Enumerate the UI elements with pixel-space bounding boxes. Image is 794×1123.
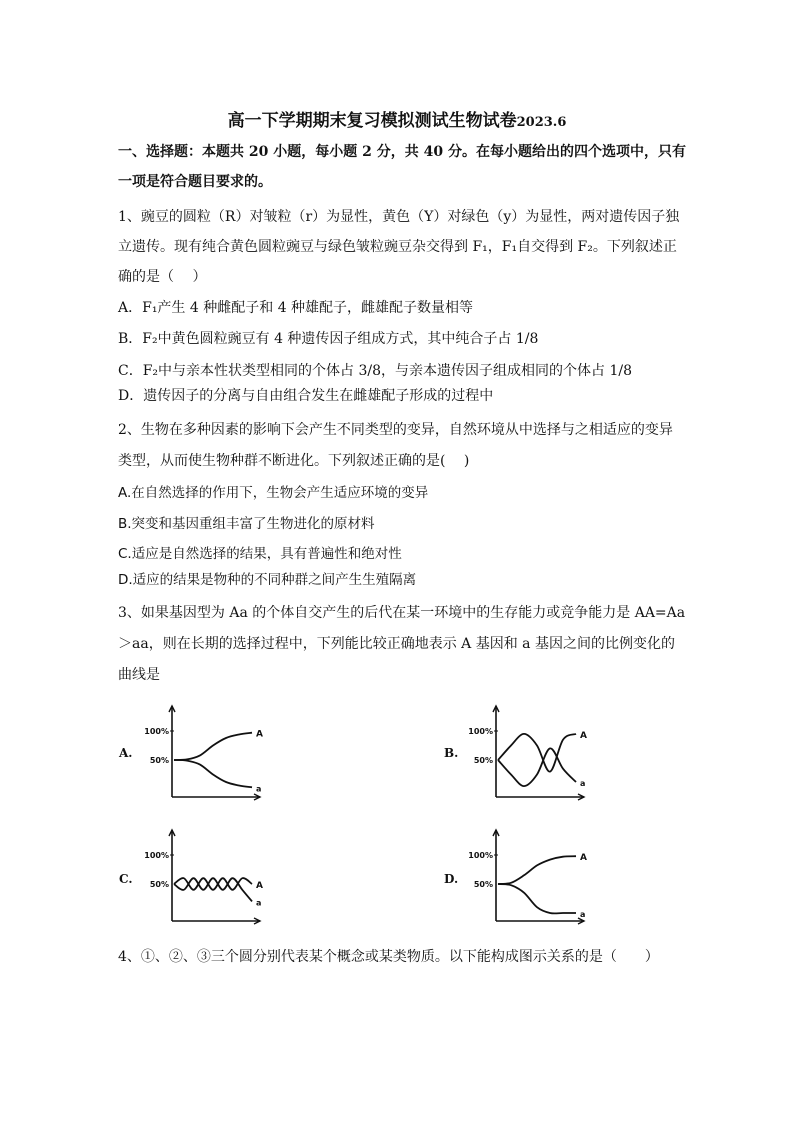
tick-label-50: 50%: [149, 880, 169, 889]
option-b-label: B.: [444, 746, 459, 760]
section-heading-line2: 一项是符合题目要求的。: [118, 174, 272, 190]
tick-label-100: 100%: [468, 727, 493, 736]
series-label-a: a: [256, 784, 262, 794]
chart-svg: [462, 700, 592, 805]
q2-stem-line2: 类型，从而使生物种群不断进化。下列叙述正确的是( ): [118, 453, 470, 469]
tick-label-50: 50%: [473, 756, 493, 765]
tick-label-100: 100%: [144, 851, 169, 860]
q1-stem-line1: 1、豌豆的圆粒（R）对皱粒（r）为显性，黄色（Y）对绿色（y）为显性，两对遗传因子独: [118, 209, 680, 225]
option-a-label: A.: [119, 746, 133, 760]
series-line-A: [174, 733, 252, 760]
option-d-label: D.: [444, 872, 459, 886]
series-label-A: A: [256, 729, 263, 740]
chart-svg: [462, 824, 592, 929]
q2-option-d: D.适应的结果是物种的不同种群之间产生生殖隔离: [118, 572, 417, 588]
q2-option-c: C.适应是自然选择的结果，具有普遍性和绝对性: [118, 546, 402, 562]
chart-option-a: [138, 700, 268, 805]
chart-option-c: [138, 824, 268, 929]
series-line-a: [498, 884, 576, 913]
option-c-label: C.: [119, 872, 133, 886]
title-main: 高一下学期期末复习模拟测试生物试卷: [227, 111, 517, 131]
q2-option-b: B.突变和基因重组丰富了生物进化的原材料: [118, 516, 375, 532]
series-line-a: [498, 748, 576, 786]
tick-label-50: 50%: [473, 880, 493, 889]
tick-label-100: 100%: [468, 851, 493, 860]
chart-svg: [138, 824, 268, 929]
series-line-a: [174, 760, 252, 787]
section-heading-line1: 一、选择题：本题共 20 小题，每小题 2 分，共 40 分。在每小题给出的四个选项中，只有: [118, 144, 686, 160]
q2-option-a: A.在自然选择的作用下，生物会产生适应环境的变异: [118, 485, 429, 501]
q1-option-d: D．遗传因子的分离与自由组合发生在雌雄配子形成的过程中: [118, 388, 494, 404]
q1-option-c: C．F₂中与亲本性状类型相同的个体占 3/8，与亲本遗传因子组成相同的个体占 1/8: [118, 363, 632, 379]
q1-option-b: B．F₂中黄色圆粒豌豆有 4 种遗传因子组成方式，其中纯合子占 1/8: [118, 331, 539, 347]
series-label-A: A: [580, 853, 587, 864]
series-label-A: A: [580, 730, 587, 741]
title-year: 2023.6: [516, 115, 567, 130]
series-label-a: a: [580, 910, 586, 919]
q4-stem-line1: 4、①、②、③三个圆分别代表某个概念或某类物质。以下能构成图示关系的是（ ）: [118, 949, 659, 965]
q3-stem-line1: 3、如果基因型为 Aa 的个体自交产生的后代在某一环境中的生存能力或竞争能力是 AA=Aa: [118, 605, 686, 621]
series-line-A: [498, 856, 576, 884]
q3-stem-line2: ＞aa，则在长期的选择过程中，下列能比较正确地表示 A 基因和 a 基因之间的比例变化的: [118, 636, 675, 652]
chart-option-d: [462, 824, 592, 929]
series-label-a: a: [580, 779, 586, 789]
chart-svg: [138, 700, 268, 805]
chart-option-b: [462, 700, 592, 805]
q1-option-a: A．F₁产生 4 种雌配子和 4 种雄配子，雌雄配子数量相等: [118, 300, 474, 316]
q3-stem-line3: 曲线是: [118, 667, 160, 683]
series-label-a: a: [256, 898, 262, 908]
q1-stem-line3: 确的是（ ）: [118, 269, 207, 285]
tick-label-100: 100%: [144, 727, 169, 736]
series-line-A: [498, 734, 576, 772]
series-label-A: A: [256, 881, 263, 891]
page-title: [0, 106, 794, 131]
tick-label-50: 50%: [149, 756, 169, 765]
q2-stem-line1: 2、生物在多种因素的影响下会产生不同类型的变异，自然环境从中选择与之相适应的变异: [118, 422, 673, 438]
q1-stem-line2: 立遗传。现有纯合黄色圆粒豌豆与绿色皱粒豌豆杂交得到 F₁，F₁自交得到 F₂。下列叙述正: [118, 239, 677, 255]
